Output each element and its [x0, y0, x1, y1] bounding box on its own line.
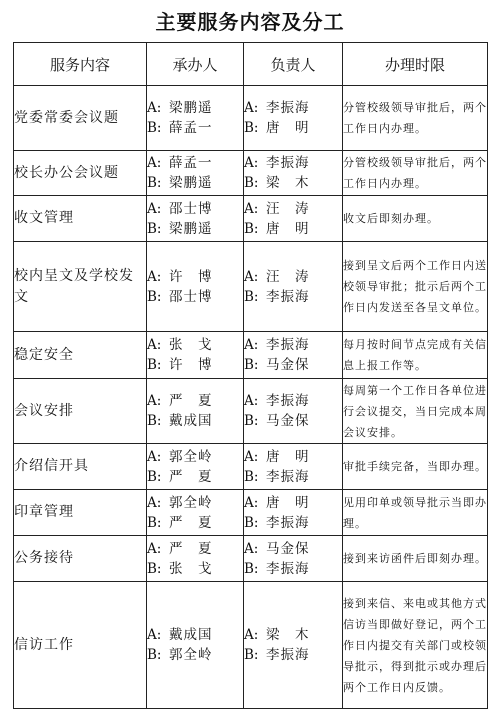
role-tag: B:	[147, 120, 162, 136]
role-tag: B:	[147, 175, 162, 191]
person-name: 严 夏	[169, 393, 213, 409]
responsible-line	[244, 559, 342, 579]
role-tag: A:	[147, 393, 162, 409]
person-name: 李振海	[266, 337, 310, 353]
header-handler: 承办人	[147, 43, 244, 86]
person-name: 李振海	[266, 288, 310, 305]
role-tag: A:	[244, 627, 259, 643]
responsible-line	[244, 98, 342, 118]
role-tag: A:	[244, 393, 259, 409]
handler-line	[147, 219, 243, 239]
person-name: 梁 木	[266, 627, 310, 643]
person-name: 戴成国	[169, 627, 213, 643]
handler-line	[147, 645, 243, 665]
handler-line	[147, 199, 243, 219]
table-row	[14, 444, 488, 490]
time-limit-cell: 每周第一个工作日各单位进行会议提交，当日完成本周会议安排。	[343, 379, 488, 444]
role-tag: A:	[244, 494, 259, 511]
table-row	[14, 196, 488, 242]
responsible-cell	[244, 242, 343, 332]
table-row	[14, 536, 488, 582]
person-name: 严 夏	[169, 514, 213, 531]
time-limit-cell: 每月按时间节点完成有关信息上报工作等。	[343, 332, 488, 379]
handler-cell	[147, 536, 244, 582]
role-tag: A:	[244, 540, 259, 557]
handler-line	[147, 447, 243, 467]
role-tag: B:	[244, 514, 259, 531]
responsible-line	[244, 355, 342, 375]
service-cell: 信访工作	[14, 582, 147, 709]
time-limit-cell: 收文后即刻办理。	[343, 196, 488, 242]
handler-cell	[147, 490, 244, 536]
responsible-line	[244, 447, 342, 467]
responsible-line	[244, 411, 342, 431]
person-name: 郭全岭	[169, 494, 213, 511]
header-responsible: 负责人	[244, 43, 343, 86]
person-name: 邵士博	[169, 200, 213, 217]
role-tag: A:	[244, 448, 259, 465]
responsible-line	[244, 625, 342, 645]
service-cell: 收文管理	[14, 196, 147, 242]
role-tag: B:	[244, 220, 259, 237]
handler-line	[147, 287, 243, 307]
person-name: 唐 明	[266, 494, 310, 511]
role-tag: B:	[244, 647, 259, 663]
responsible-line	[244, 153, 342, 173]
responsible-line	[244, 493, 342, 513]
person-name: 许 博	[169, 268, 213, 285]
service-cell: 会议安排	[14, 379, 147, 444]
handler-line	[147, 467, 243, 487]
role-tag: A:	[147, 100, 162, 116]
role-tag: A:	[147, 448, 162, 465]
role-tag: A:	[147, 155, 162, 171]
role-tag: B:	[244, 357, 259, 373]
service-cell: 介绍信开具	[14, 444, 147, 490]
header-service: 服务内容	[14, 43, 147, 86]
service-cell: 印章管理	[14, 490, 147, 536]
page-title: 主要服务内容及分工	[155, 10, 345, 34]
person-name: 梁鹏遥	[169, 100, 213, 116]
service-cell: 校内呈文及学校发文	[14, 242, 147, 332]
responsible-cell	[244, 86, 343, 151]
person-name: 郭全岭	[169, 647, 213, 663]
role-tag: B:	[147, 288, 162, 305]
table-header-row	[14, 43, 488, 86]
handler-line	[147, 539, 243, 559]
role-tag: A:	[147, 494, 162, 511]
handler-cell	[147, 86, 244, 151]
person-name: 梁鹏遥	[169, 175, 213, 191]
table-row	[14, 151, 488, 196]
person-name: 邵士博	[169, 288, 213, 305]
handler-line	[147, 153, 243, 173]
responsible-cell	[244, 444, 343, 490]
role-tag: B:	[147, 357, 162, 373]
handler-line	[147, 493, 243, 513]
role-tag: A:	[147, 337, 162, 353]
person-name: 郭全岭	[169, 448, 213, 465]
handler-cell	[147, 196, 244, 242]
responsible-cell	[244, 151, 343, 196]
responsible-line	[244, 219, 342, 239]
person-name: 严 夏	[169, 468, 213, 485]
responsible-cell	[244, 379, 343, 444]
responsible-line	[244, 335, 342, 355]
service-cell: 公务接待	[14, 536, 147, 582]
person-name: 李振海	[266, 560, 310, 577]
table-row	[14, 490, 488, 536]
role-tag: B:	[244, 175, 259, 191]
person-name: 李振海	[266, 468, 310, 485]
time-limit-cell: 接到呈文后两个工作日内送校领导审批；批示后两个工作日内发送至各呈文单位。	[343, 242, 488, 332]
person-name: 唐 明	[266, 120, 310, 136]
table-row	[14, 86, 488, 151]
responsible-line	[244, 118, 342, 138]
handler-cell	[147, 444, 244, 490]
service-table	[13, 42, 488, 709]
person-name: 梁鹏遥	[169, 220, 213, 237]
responsible-line	[244, 267, 342, 287]
role-tag: B:	[244, 468, 259, 485]
handler-line	[147, 355, 243, 375]
person-name: 马金保	[266, 540, 310, 557]
person-name: 李振海	[266, 155, 310, 171]
table-row	[14, 379, 488, 444]
handler-line	[147, 98, 243, 118]
responsible-cell	[244, 332, 343, 379]
responsible-line	[244, 539, 342, 559]
person-name: 张 戈	[169, 337, 213, 353]
table-row	[14, 582, 488, 709]
role-tag: A:	[244, 268, 259, 285]
role-tag: B:	[244, 120, 259, 136]
person-name: 戴成国	[169, 413, 213, 429]
handler-line	[147, 118, 243, 138]
role-tag: B:	[147, 413, 162, 429]
role-tag: A:	[147, 200, 162, 217]
handler-line	[147, 411, 243, 431]
person-name: 张 戈	[169, 560, 213, 577]
person-name: 李振海	[266, 100, 310, 116]
service-cell: 校长办公会议题	[14, 151, 147, 196]
person-name: 唐 明	[266, 220, 310, 237]
person-name: 李振海	[266, 514, 310, 531]
role-tag: B:	[147, 560, 162, 577]
time-limit-cell: 接到来访函件后即刻办理。	[343, 536, 488, 582]
person-name: 唐 明	[266, 448, 310, 465]
role-tag: B:	[244, 413, 259, 429]
responsible-line	[244, 391, 342, 411]
service-cell: 稳定安全	[14, 332, 147, 379]
responsible-line	[244, 287, 342, 307]
person-name: 李振海	[266, 647, 310, 663]
role-tag: B:	[147, 468, 162, 485]
person-name: 李振海	[266, 393, 310, 409]
role-tag: B:	[244, 288, 259, 305]
person-name: 汪 涛	[266, 268, 310, 285]
responsible-line	[244, 199, 342, 219]
handler-cell	[147, 242, 244, 332]
role-tag: B:	[147, 220, 162, 237]
responsible-cell	[244, 536, 343, 582]
responsible-cell	[244, 196, 343, 242]
table-row	[14, 332, 488, 379]
person-name: 汪 涛	[266, 200, 310, 217]
role-tag: B:	[147, 647, 162, 663]
responsible-line	[244, 645, 342, 665]
responsible-line	[244, 513, 342, 533]
responsible-cell	[244, 490, 343, 536]
person-name: 薛孟一	[169, 155, 213, 171]
role-tag: A:	[147, 627, 162, 643]
role-tag: A:	[147, 540, 162, 557]
role-tag: B:	[147, 514, 162, 531]
handler-cell	[147, 379, 244, 444]
time-limit-cell: 见用印单或领导批示当即办理。	[343, 490, 488, 536]
service-cell: 党委常委会议题	[14, 86, 147, 151]
handler-line	[147, 391, 243, 411]
handler-cell	[147, 582, 244, 709]
role-tag: B:	[244, 560, 259, 577]
role-tag: A:	[244, 100, 259, 116]
time-limit-cell: 分管校级领导审批后，两个工作日内办理。	[343, 86, 488, 151]
handler-line	[147, 559, 243, 579]
responsible-cell	[244, 582, 343, 709]
person-name: 严 夏	[169, 540, 213, 557]
handler-line	[147, 625, 243, 645]
person-name: 马金保	[266, 413, 310, 429]
handler-line	[147, 335, 243, 355]
time-limit-cell: 审批手续完备，当即办理。	[343, 444, 488, 490]
role-tag: A:	[147, 268, 162, 285]
handler-line	[147, 173, 243, 193]
time-limit-cell: 接到来信、来电或其他方式信访当即做好登记，两个工作日内提交有关部门或校领导批示，得到批示或办理后两个工作日内反馈。	[343, 582, 488, 709]
handler-cell	[147, 332, 244, 379]
role-tag: A:	[244, 200, 259, 217]
handler-line	[147, 513, 243, 533]
header-time-limit: 办理时限	[343, 43, 488, 86]
table-row	[14, 242, 488, 332]
role-tag: A:	[244, 337, 259, 353]
person-name: 许 博	[169, 357, 213, 373]
person-name: 梁 木	[266, 175, 310, 191]
handler-line	[147, 267, 243, 287]
time-limit-cell: 分管校级领导审批后，两个工作日内办理。	[343, 151, 488, 196]
responsible-line	[244, 173, 342, 193]
role-tag: A:	[244, 155, 259, 171]
person-name: 薛孟一	[169, 120, 213, 136]
responsible-line	[244, 467, 342, 487]
handler-cell	[147, 151, 244, 196]
person-name: 马金保	[266, 357, 310, 373]
